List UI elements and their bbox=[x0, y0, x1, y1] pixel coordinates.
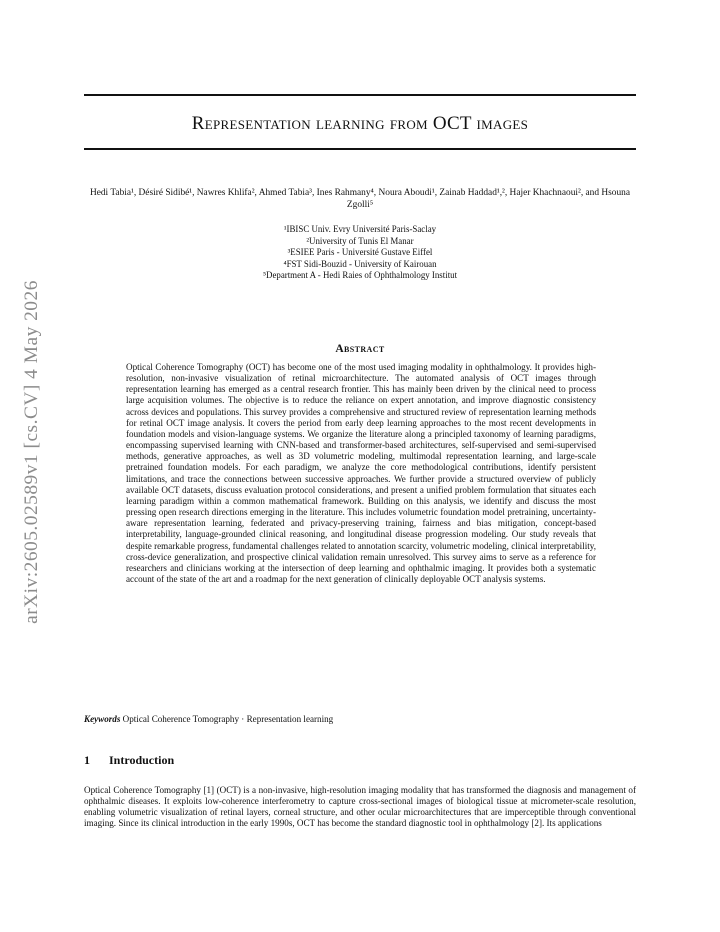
affiliation-item: ²University of Tunis El Manar bbox=[306, 235, 414, 246]
author-list: Hedi Tabia¹, Désiré Sidibé¹, Nawres Khlifa², Ahmed Tabia³, Ines Rahmany⁴, Noura Aboudi¹, Zainab Haddad¹,², Hajer Khachnaoui², and Hsouna Zgolli⁵ bbox=[89, 188, 631, 210]
introduction-text: Optical Coherence Tomography [1] (OCT) is a non-invasive, high-resolution imaging modality that has transformed the diagnosis and management of ophthalmic diseases. It exploits low-coherence interferometry to capture cross-sectional images of biological tissue at micrometer-scale resolution, enabling volumetric visualization of retinal layers, corneal structure, and other ocular microarchitectures that are imperceptible through conventional imaging. Since its clinical introduction in the early 1990s, OCT has become the standard diagnostic tool in ophthalmology [2]. Its applications bbox=[84, 785, 636, 829]
title-rule-top bbox=[84, 94, 636, 96]
arxiv-stamp-text: arXiv:2605.02589v1 [cs.CV] 4 May 2026 bbox=[21, 280, 42, 624]
affiliation-item: ³ESIEE Paris - Université Gustave Eiffel bbox=[287, 247, 433, 258]
section-heading bbox=[84, 753, 636, 768]
keywords-line bbox=[84, 714, 636, 724]
affiliation-list bbox=[84, 224, 636, 282]
affiliation-item: ¹IBISC Univ. Evry Université Paris-Saclay bbox=[283, 224, 437, 234]
affiliation-item: ⁴FST Sidi-Bouzid - University of Kairouan bbox=[283, 258, 437, 269]
arxiv-stamp bbox=[21, 262, 43, 642]
section-title: Introduction bbox=[109, 753, 175, 767]
abstract-heading: Abstract bbox=[335, 343, 385, 355]
keywords-text: Optical Coherence Tomography · Representation learning bbox=[122, 714, 334, 724]
title-rule-bottom bbox=[84, 148, 636, 150]
affiliation-item: ⁵Department A - Hedi Raies of Ophthalmology Institut bbox=[262, 270, 458, 281]
keywords-label: Keywords bbox=[84, 714, 121, 724]
section-number: 1 bbox=[84, 753, 90, 767]
abstract-text: Optical Coherence Tomography (OCT) has become one of the most used imaging modality in ophthalmology. It provides high-resolution, non-invasive visualization of retinal microarchitecture. The automated analysis of OCT images through representation learning has emerged as a central research frontier. This has mainly been driven by the clinical need to process large acquisition volumes. The objective is to reduce the reliance on expert annotation, and improve diagnostic consistency across devices and populations. This survey provides a comprehensive and structured review of representation learning methods for retinal OCT image analysis. It covers the period from early deep learning approaches to the most recent developments in foundation models and vision-language systems. We organize the literature along a principled taxonomy of learning paradigms, encompassing supervised learning with CNN-based and transformer-based architectures, self-supervised and semi-supervised methods, generative approaches, as well as 3D volumetric modeling, multimodal representation learning, and large-scale pretrained foundation models. For each paradigm, we analyze the core methodological contributions, identify persistent limitations, and trace the connections between successive approaches. We further provide a structured overview of publicly available OCT datasets, discuss evaluation protocol considerations, and present a unified problem formulation that situates each learning paradigm within a common mathematical framework. Building on this analysis, we identify and discuss the most pressing open research directions emerging in the literature. This includes volumetric foundation model pretraining, uncertainty-aware representation learning, federated and privacy-preserving training, fairness and bias mitigation, concept-based interpretability, language-grounded clinical reasoning, and longitudinal disease progression modeling. Our study reveals that despite remarkable progress, fundamental challenges related to annotation scarcity, volumetric modeling, clinical interpretability, cross-device generalization, and prospective clinical validation remain unresolved. This survey aims to serve as a reference for researchers and clinicians working at the intersection of deep learning and ophthalmic imaging. It provides both a systematic account of the state of the art and a roadmap for the next generation of clinically deployable OCT analysis systems. bbox=[126, 362, 596, 584]
paper-title: Representation learning from OCT images bbox=[191, 113, 529, 134]
